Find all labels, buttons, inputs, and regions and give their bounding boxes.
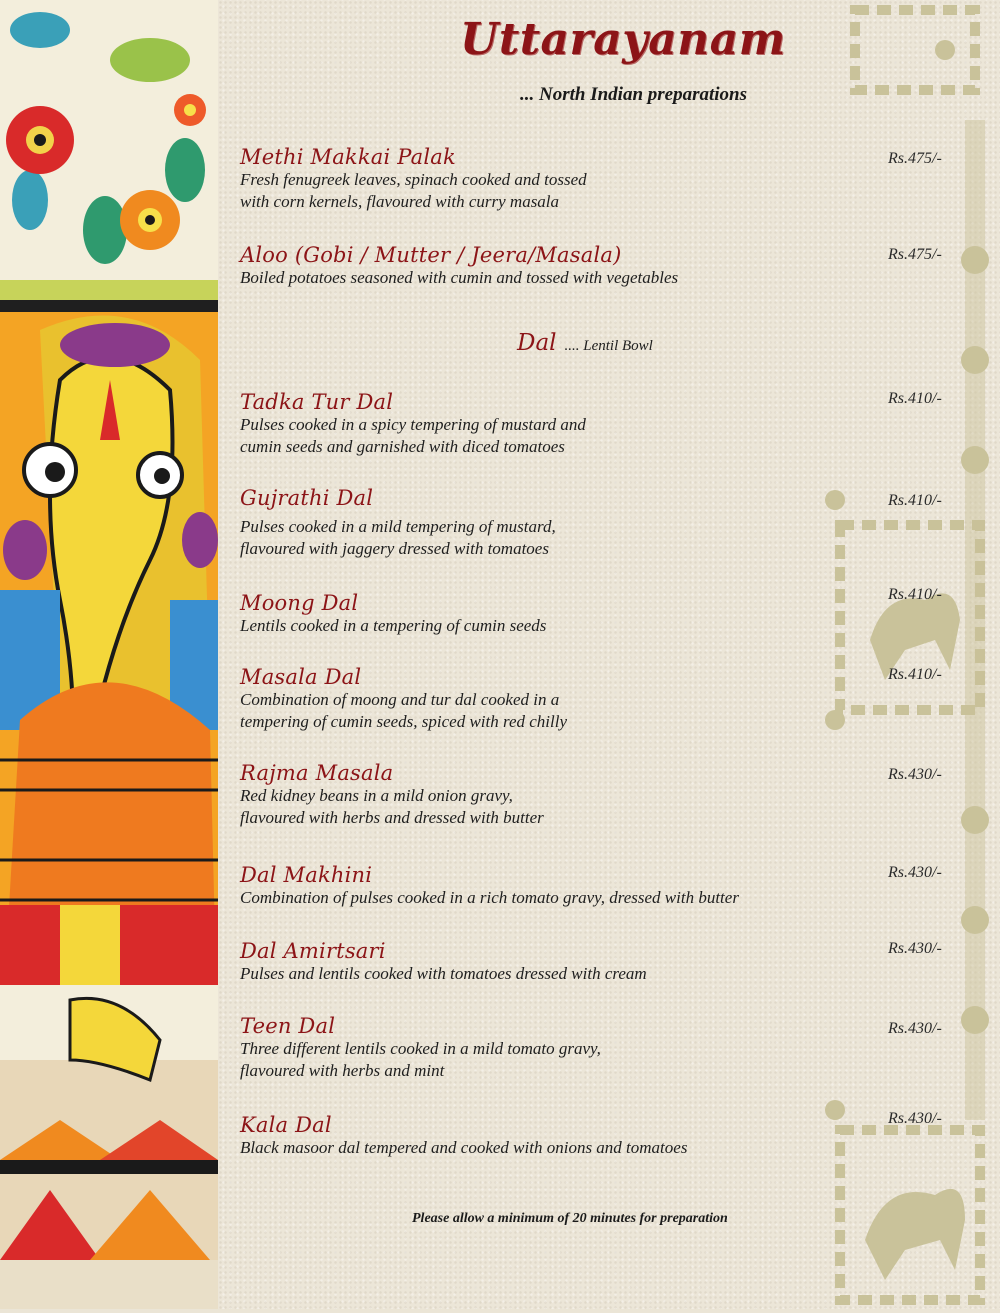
item-price: Rs.430/- xyxy=(888,864,942,881)
item-price: Rs.430/- xyxy=(888,1020,942,1037)
menu-item xyxy=(240,390,860,458)
menu-item xyxy=(240,145,860,213)
item-name: Moong Dal xyxy=(240,591,359,615)
item-description: flavoured with herbs and dressed with butter xyxy=(240,808,544,827)
section-heading xyxy=(517,330,653,356)
menu-item xyxy=(240,761,860,829)
item-description: Combination of pulses cooked in a rich tomato gravy, dressed with butter xyxy=(240,888,739,907)
menu-item xyxy=(240,486,860,560)
menu-item xyxy=(240,1014,860,1082)
item-name: Gujrathi Dal xyxy=(240,486,374,510)
section-subtitle: .... Lentil Bowl xyxy=(564,338,653,354)
menu-item xyxy=(240,863,860,909)
folk-animal-motif xyxy=(865,593,965,1280)
menu-item xyxy=(240,591,860,637)
item-description: Three different lentils cooked in a mild tomato gravy, xyxy=(240,1039,601,1058)
madhubani-ganesha-art xyxy=(0,0,218,1309)
menu-title: Uttarayanam xyxy=(460,14,786,65)
item-description: Boiled potatoes seasoned with cumin and tossed with vegetables xyxy=(240,268,679,287)
menu-item xyxy=(240,1113,860,1159)
item-name: Masala Dal xyxy=(240,665,362,689)
menu-item xyxy=(240,665,860,733)
item-price: Rs.430/- xyxy=(888,940,942,957)
section-title: Dal xyxy=(517,330,557,356)
item-description: Black masoor dal tempered and cooked with onions and tomatoes xyxy=(240,1138,688,1157)
item-name: Aloo (Gobi / Mutter / Jeera/Masala) xyxy=(240,243,622,267)
item-price: Rs.475/- xyxy=(888,246,942,263)
menu-item xyxy=(240,243,860,289)
item-description: with corn kernels, flavoured with curry masala xyxy=(240,192,560,211)
item-price: Rs.430/- xyxy=(888,1110,942,1127)
item-name: Rajma Masala xyxy=(240,761,394,785)
item-name: Dal Amirtsari xyxy=(240,939,386,963)
item-description: Pulses cooked in a spicy tempering of mustard and xyxy=(240,415,586,434)
preparation-note: Please allow a minimum of 20 minutes for preparation xyxy=(412,1211,728,1226)
item-name: Tadka Tur Dal xyxy=(240,390,394,414)
item-description: flavoured with herbs and mint xyxy=(240,1061,445,1080)
item-price: Rs.430/- xyxy=(888,766,942,783)
item-price: Rs.410/- xyxy=(888,390,942,407)
item-price: Rs.410/- xyxy=(888,586,942,603)
item-description: Red kidney beans in a mild onion gravy, xyxy=(240,786,513,805)
item-name: Dal Makhini xyxy=(240,863,373,887)
item-price: Rs.475/- xyxy=(888,150,942,167)
menu-item xyxy=(240,939,860,985)
item-price: Rs.410/- xyxy=(888,666,942,683)
item-description: Lentils cooked in a tempering of cumin seeds xyxy=(240,616,547,635)
item-description: Pulses cooked in a mild tempering of mustard, xyxy=(240,517,556,536)
item-description: Fresh fenugreek leaves, spinach cooked and tossed xyxy=(240,170,587,189)
item-name: Methi Makkai Palak xyxy=(240,145,456,169)
item-description: Pulses and lentils cooked with tomatoes dressed with cream xyxy=(240,964,647,983)
item-description: tempering of cumin seeds, spiced with red chilly xyxy=(240,712,568,731)
item-name: Teen Dal xyxy=(240,1014,336,1038)
item-description: Combination of moong and tur dal cooked in a xyxy=(240,690,560,709)
item-price: Rs.410/- xyxy=(888,492,942,509)
item-description: cumin seeds and garnished with diced tomatoes xyxy=(240,437,565,456)
item-description: flavoured with jaggery dressed with tomatoes xyxy=(240,539,549,558)
item-name: Kala Dal xyxy=(240,1113,332,1137)
menu-subtitle: ... North Indian preparations xyxy=(520,84,748,105)
